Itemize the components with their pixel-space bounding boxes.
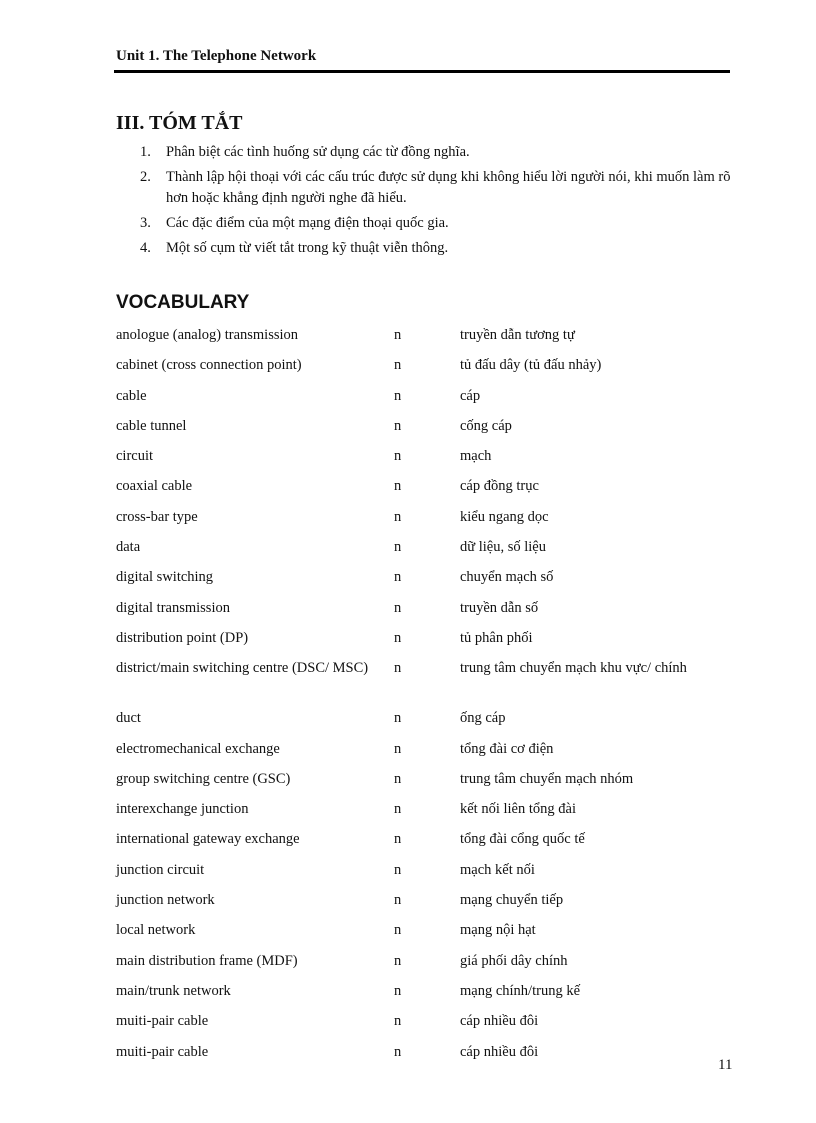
vocabulary-term: junction network — [116, 892, 215, 909]
summary-item — [140, 238, 745, 259]
vocabulary-row — [116, 415, 736, 445]
summary-item-text: Phân biệt các tình huống sử dụng các từ đồng nghĩa. — [166, 144, 470, 160]
vocabulary-part-of-speech: n — [394, 539, 402, 556]
vocabulary-term: muiti-pair cable — [116, 1013, 209, 1030]
vocabulary-row — [116, 385, 736, 415]
vocabulary-row — [116, 707, 736, 737]
vocabulary-part-of-speech: n — [394, 982, 402, 999]
vocabulary-meaning: tủ đấu dây (tủ đấu nhảy) — [460, 357, 602, 374]
summary-item-number: 4. — [140, 240, 151, 256]
vocabulary-term: cabinet (cross connection point) — [116, 357, 302, 374]
vocabulary-part-of-speech: n — [394, 831, 402, 848]
vocabulary-row — [116, 919, 736, 949]
vocabulary-row — [116, 828, 736, 858]
vocabulary-part-of-speech: n — [394, 892, 402, 909]
summary-item-number: 3. — [140, 215, 151, 231]
vocabulary-row — [116, 1010, 736, 1040]
vocabulary-term: digital transmission — [116, 599, 230, 616]
vocabulary-row — [116, 597, 736, 627]
vocabulary-term: main distribution frame (MDF) — [116, 952, 298, 969]
summary-item-number: 1. — [140, 144, 151, 160]
vocabulary-part-of-speech: n — [394, 357, 402, 374]
vocabulary-meaning: truyền dẫn số — [460, 599, 539, 616]
vocabulary-part-of-speech: n — [394, 508, 402, 525]
vocabulary-meaning: dữ liệu, số liệu — [460, 539, 546, 556]
vocabulary-term: digital switching — [116, 569, 214, 586]
vocabulary-row — [116, 768, 736, 798]
vocabulary-term: cable — [116, 387, 147, 404]
vocabulary-meaning: cống cáp — [460, 417, 512, 434]
vocabulary-meaning: mạch kết nối — [460, 861, 535, 878]
summary-item — [140, 142, 745, 163]
summary-item-number: 2. — [140, 169, 151, 185]
vocabulary-meaning: truyền dẫn tương tự — [460, 327, 575, 343]
vocabulary-term: data — [116, 539, 141, 556]
summary-item — [140, 167, 745, 209]
vocabulary-term: group switching centre (GSC) — [116, 770, 291, 787]
vocabulary-row — [116, 798, 736, 828]
summary-item-text: Một số cụm từ viết tắt trong kỹ thuật viễn thông. — [166, 240, 449, 256]
vocabulary-row — [116, 506, 736, 536]
vocabulary-part-of-speech: n — [394, 861, 402, 878]
vocabulary-row — [116, 475, 736, 505]
vocabulary-row — [116, 889, 736, 919]
vocabulary-row — [116, 1041, 736, 1071]
vocabulary-part-of-speech: n — [394, 387, 402, 404]
vocabulary-meaning: tổng đài cơ điện — [460, 740, 554, 757]
vocabulary-term: circuit — [116, 448, 154, 465]
vocabulary-meaning: trung tâm chuyển mạch nhóm — [460, 770, 634, 787]
vocabulary-meaning: kiểu ngang dọc — [460, 508, 549, 525]
summary-heading: III. TÓM TẮT — [116, 112, 243, 134]
vocabulary-row — [116, 859, 736, 889]
vocabulary-term: distribution point (DP) — [116, 629, 249, 646]
vocabulary-term: cross-bar type — [116, 508, 198, 525]
vocabulary-term: main/trunk network — [116, 982, 231, 999]
vocabulary-meaning: ống cáp — [460, 710, 506, 727]
vocabulary-meaning: cáp đồng trục — [460, 478, 539, 495]
vocabulary-row — [116, 324, 736, 354]
vocabulary-part-of-speech: n — [394, 922, 402, 939]
vocabulary-row — [116, 738, 736, 768]
vocabulary-meaning: kết nối liên tổng đài — [460, 801, 576, 818]
vocabulary-row — [116, 950, 736, 980]
vocabulary-part-of-speech: n — [394, 569, 402, 586]
summary-item-text: Các đặc điểm của một mạng điện thoại quốc gia. — [166, 215, 449, 231]
vocabulary-part-of-speech: n — [394, 952, 402, 969]
vocabulary-term: electromechanical exchange — [116, 740, 280, 757]
vocabulary-meaning: mạng nội hạt — [460, 922, 536, 939]
vocabulary-term: junction circuit — [116, 861, 205, 878]
vocabulary-part-of-speech: n — [394, 770, 402, 787]
vocabulary-term: anologue (analog) transmission — [116, 327, 299, 343]
vocabulary-part-of-speech: n — [394, 740, 402, 757]
vocabulary-term: international gateway exchange — [116, 831, 300, 848]
vocabulary-meaning: giá phối dây chính — [460, 952, 568, 969]
vocabulary-term: cable tunnel — [116, 417, 187, 434]
vocabulary-term: local network — [116, 922, 196, 939]
vocabulary-meaning: mạch — [460, 448, 492, 465]
vocabulary-meaning: tổng đài cổng quốc tế — [460, 831, 585, 848]
vocabulary-meaning: tủ phân phối — [460, 629, 533, 646]
vocabulary-meaning: mạng chính/trung kế — [460, 982, 581, 999]
vocabulary-part-of-speech: n — [394, 801, 402, 818]
vocabulary-term: interexchange junction — [116, 801, 249, 818]
vocabulary-part-of-speech: n — [394, 710, 402, 727]
vocabulary-row — [116, 980, 736, 1010]
page-header-title: Unit 1. The Telephone Network — [116, 48, 317, 64]
vocabulary-table — [116, 324, 736, 1071]
vocabulary-row — [116, 354, 736, 384]
vocabulary-part-of-speech: n — [394, 660, 402, 677]
vocabulary-meaning: cáp nhiều đôi — [460, 1013, 539, 1030]
vocabulary-heading: VOCABULARY — [116, 292, 250, 313]
summary-item — [140, 213, 745, 234]
vocabulary-term: muiti-pair cable — [116, 1043, 209, 1060]
vocabulary-row — [116, 657, 736, 707]
page-number: 11 — [718, 1057, 733, 1073]
summary-list — [140, 142, 745, 263]
vocabulary-part-of-speech: n — [394, 629, 402, 646]
vocabulary-part-of-speech: n — [394, 417, 402, 434]
vocabulary-part-of-speech: n — [394, 599, 402, 616]
vocabulary-row — [116, 536, 736, 566]
vocabulary-row — [116, 566, 736, 596]
vocabulary-meaning: cáp nhiều đôi — [460, 1043, 539, 1060]
vocabulary-part-of-speech: n — [394, 1013, 402, 1030]
vocabulary-meaning: chuyển mạch số — [460, 569, 554, 586]
vocabulary-part-of-speech: n — [394, 327, 402, 343]
vocabulary-row — [116, 627, 736, 657]
vocabulary-term: duct — [116, 710, 141, 727]
summary-item-text: Thành lập hội thoại với các cấu trúc được sử dụng khi không hiểu lời người nói, khi muốn làm rõ hơn hoặc khẳng định người nghe đã hiểu. — [166, 169, 731, 206]
vocabulary-part-of-speech: n — [394, 448, 402, 465]
vocabulary-row — [116, 445, 736, 475]
vocabulary-meaning: mạng chuyển tiếp — [460, 892, 564, 909]
vocabulary-term: coaxial cable — [116, 478, 193, 495]
vocabulary-meaning: cáp — [460, 387, 481, 404]
vocabulary-part-of-speech: n — [394, 478, 402, 495]
header-rule — [114, 70, 730, 73]
vocabulary-part-of-speech: n — [394, 1043, 402, 1060]
vocabulary-meaning: trung tâm chuyển mạch khu vực/ chính — [460, 660, 687, 677]
vocabulary-term: district/main switching centre (DSC/ MSC) — [116, 660, 369, 677]
